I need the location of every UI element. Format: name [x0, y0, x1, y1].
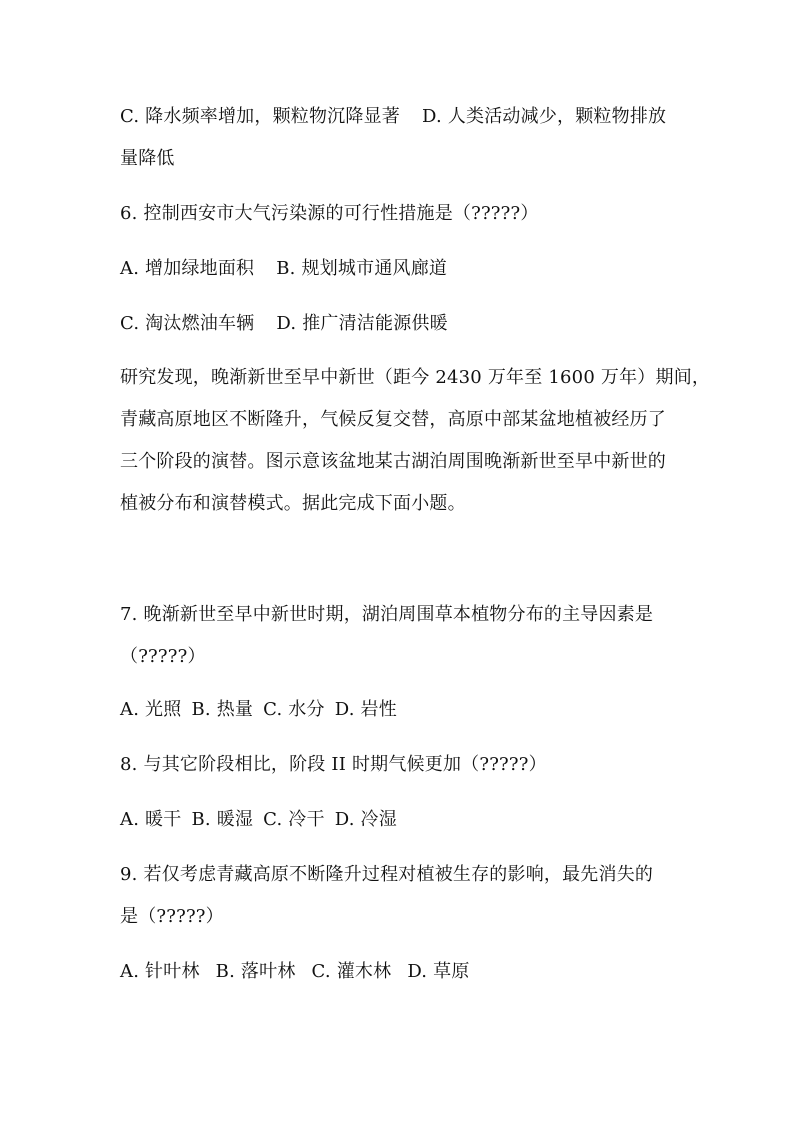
q9-option-a: A. 针叶林 — [120, 961, 200, 982]
q6-stem: 6. 控制西安市大气污染源的可行性措施是（?????） — [120, 203, 539, 224]
q8-stem: 8. 与其它阶段相比，阶段 II 时期气候更加（?????） — [120, 754, 547, 775]
q8-option-a: A. 暖干 — [120, 809, 182, 830]
q8-option-c: C. 冷干 — [263, 809, 325, 830]
passage-line-2: 青藏高原地区不断隆升，气候反复交替，高原中部某盆地植被经历了 — [120, 409, 666, 430]
q7-option-b: B. 热量 — [191, 699, 254, 720]
q9-stem-line-2: 是（?????） — [120, 906, 224, 927]
q8-option-d: D. 冷湿 — [334, 809, 397, 830]
q5-option-c: C. 降水频率增加，颗粒物沉降显著 — [120, 106, 400, 127]
q7-option-d: D. 岩性 — [334, 699, 397, 720]
q5-option-d: D. 人类活动减少，颗粒物排放 — [421, 106, 667, 127]
q8-options — [120, 808, 680, 832]
q8-option-b: B. 暖湿 — [191, 809, 254, 830]
q7-stem-line-2: （?????） — [120, 646, 206, 667]
q7-options — [120, 698, 680, 722]
q7-stem-line-1: 7. 晚渐新世至早中新世时期，湖泊周围草本植物分布的主导因素是 — [120, 604, 654, 625]
q5-options-cd — [120, 105, 680, 129]
passage-line-3: 三个阶段的演替。图示意该盆地某古湖泊周围晚渐新世至早中新世的 — [120, 451, 666, 472]
q6-option-d: D. 推广清洁能源供暖 — [276, 313, 448, 334]
passage-line-1: 研究发现，晚渐新世至早中新世（距今 2430 万年至 1600 万年）期间， — [120, 367, 711, 388]
q9-option-c: C. 灌木林 — [311, 961, 392, 982]
q6-option-b: B. 规划城市通风廊道 — [276, 258, 448, 279]
q9-options — [120, 960, 680, 984]
q9-option-b: B. 落叶林 — [215, 961, 296, 982]
q9-stem-line-1: 9. 若仅考虑青藏高原不断隆升过程对植被生存的影响，最先消失的 — [120, 864, 654, 885]
q5-option-d-continued: 量降低 — [120, 148, 175, 169]
q6-options-ab — [120, 257, 680, 281]
passage-line-4: 植被分布和演替模式。据此完成下面小题。 — [120, 493, 466, 514]
q6-option-a: A. 增加绿地面积 — [120, 258, 255, 279]
q6-option-c: C. 淘汰燃油车辆 — [120, 313, 255, 334]
q7-option-a: A. 光照 — [120, 699, 182, 720]
q9-option-d: D. 草原 — [407, 961, 470, 982]
q6-options-cd — [120, 312, 680, 336]
q7-option-c: C. 水分 — [263, 699, 325, 720]
